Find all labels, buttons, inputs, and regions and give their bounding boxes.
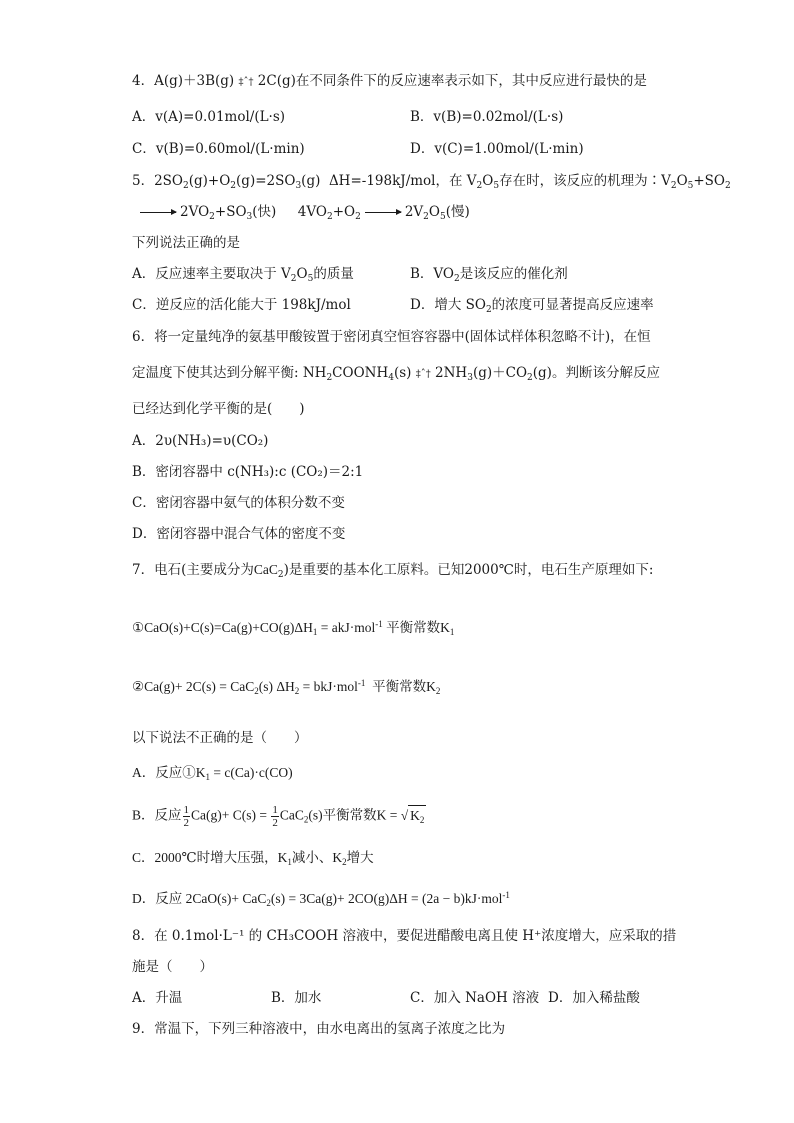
q7-option-d-text: D．反应 2CaO(s)+ CaC xyxy=(132,891,267,906)
q7-option-a-text: A．反应①K xyxy=(132,765,206,780)
q6-stem-line3: 已经达到化学平衡的是( ) xyxy=(132,401,305,417)
q4-option-b: B．v(B)=0.02mol/(L·s) xyxy=(410,109,564,125)
q5-mechanism-start: $V_2O_5+SO_2$ xyxy=(661,173,731,191)
q7-reaction-1: $①CaO(s)+C(s)=Ca(g)+CO(g)\Delta H_1 = akJ\cdot mol^{-1}$ 平衡常数$K_1$ xyxy=(132,619,455,637)
q6-stem-part: (s) xyxy=(393,365,412,381)
q5-intro: 存在时，该反应的机理为∶ xyxy=(499,173,662,189)
q5-option-a: A．反应速率主要取决于 $V_2O_5$的质量 xyxy=(132,266,354,284)
q7-option-c-mid: 减小、K xyxy=(291,850,343,865)
q7-stem-part: )是重要的基本化工原料。已知2000℃时，电石生产原理如下: xyxy=(283,562,654,578)
equilibrium-glyph: ‡ˆ† xyxy=(238,77,254,88)
q6-stem-part: (g)。判断该分解反应 xyxy=(532,365,660,381)
q5-option-b-tail: 是该反应的催化剂 xyxy=(459,266,568,282)
q7-reaction-1-k: 平衡常数K xyxy=(386,620,450,635)
q5-option-b-text: B．VO xyxy=(410,266,455,282)
q5-option-d: D．增大 $SO_2$的浓度可显著提高反应速率 xyxy=(410,297,654,315)
q5-option-a-text: A．反应速率主要取决于 V xyxy=(132,266,291,282)
q7-reaction-2-mid: (s) ΔH xyxy=(258,679,295,694)
q7-reaction-2-eq: ②Ca(g)+ 2C(s) = CaC xyxy=(132,679,255,694)
q7-option-b-tail: (s)平衡常数K = xyxy=(308,807,398,823)
q6-stem-part: COONH xyxy=(332,365,389,381)
q7-option-c-tail: 增大 xyxy=(346,850,374,865)
fraction-half: $\frac{1}{2}$ xyxy=(272,804,278,829)
equilibrium-glyph: ‡ˆ† xyxy=(415,369,431,380)
sqrt-k2: √ $K_2$ xyxy=(401,808,427,823)
q6-option-d: D．密闭容器中混合气体的密度不变 xyxy=(132,526,346,542)
q9-stem: 9．常温下，下列三种溶液中，由水电离出的氢离子浓度之比为 xyxy=(132,1021,506,1037)
q5-delta-h: ΔH=-198kJ/mol，在 V xyxy=(328,173,477,189)
q6-stem-part: 2NH xyxy=(435,365,468,381)
fraction-half: $\frac{1}{2}$ xyxy=(183,804,190,829)
q6-stem-line1: 6．将一定量纯净的氨基甲酸铵置于密闭真空恒容容器中(固体试样体积忽略不计)，在恒 xyxy=(132,329,651,345)
q6-stem-part: (g)＋CO xyxy=(472,365,528,381)
q6-option-c: C．密闭容器中氨气的体积分数不变 xyxy=(132,495,345,511)
q8-stem-line2: 施是（ ） xyxy=(132,959,213,975)
q6-stem-part: 定温度下使其达到分解平衡: NH xyxy=(132,365,327,381)
q4-stem xyxy=(132,72,647,92)
q7-option-a: A．反应$①K_1 = c(Ca)\cdot c(CO)$ xyxy=(132,765,293,782)
q8-option-a: A．升温 xyxy=(132,990,183,1006)
q4-option-a: A．v(A)=0.01mol/(L·s) xyxy=(132,109,286,125)
q5-stem: 5．$2SO_2(g)+O_2(g)=2SO_3(g)$ ΔH=-198kJ/mol，在 $V_2O_5$存在时，该反应的机理为$∶V_2O_5+SO_2$ xyxy=(132,173,731,191)
q7-option-b-text: B．反应 xyxy=(132,807,182,823)
q5-slow-tag: (慢) xyxy=(445,204,470,220)
q7-option-d-tail: (s) = 3Ca(g)+ 2CO(g)ΔH = (2a − b)kJ·mol xyxy=(270,891,503,906)
q7-formula: CaC xyxy=(253,562,278,577)
q5-equation: $2SO_2(g)+O_2(g)=2SO_3(g)$ xyxy=(154,173,329,191)
q7-option-b-mid: Ca(g)+ C(s) = xyxy=(191,807,267,823)
q5-ask: 下列说法正确的是 xyxy=(132,235,240,251)
q8-option-c: C．加入 NaOH 溶液 xyxy=(410,990,540,1006)
q6-option-a: A．2υ(NH₃)=υ(CO₂) xyxy=(132,433,269,449)
q8-option-b: B．加水 xyxy=(271,990,322,1006)
q5-mechanism: $2VO_2+SO_3$(快) $4VO_2+O_2$ $2V_2O_5$(慢) xyxy=(136,203,470,221)
q7-option-a-tail: = c(Ca)·c(CO) xyxy=(213,765,293,780)
q8-option-d: D．加入稀盐酸 xyxy=(548,990,640,1006)
q7-reaction-2-k: 平衡常数K xyxy=(372,679,436,694)
q7-option-b-formula: CaC xyxy=(279,807,304,823)
q7-option-c: C．2000℃时增大压强，$K_1$减小、$K_2$增大 xyxy=(132,850,374,867)
q7-reaction-1-eq: ①CaO(s)+C(s)=Ca(g)+CO(g)ΔH xyxy=(132,620,313,635)
q7-reaction-2: ②Ca(g)+ 2C(s) = CaC$_2$(s) $\Delta H_2 = bkJ\cdot mol^{-1}$ 平衡常数$K_2$ xyxy=(132,678,441,696)
q4-option-d: D．v(C)=1.00mol/(L·min) xyxy=(410,141,584,157)
q4-stem-part: 2C(g)在不同条件下的反应速率表示如下，其中反应进行最快的是 xyxy=(257,73,647,89)
q7-reaction-1-dh: = akJ·mol xyxy=(320,620,376,635)
reaction-arrow xyxy=(140,212,176,213)
q4-option-c: C．v(B)=0.60mol/(L·min) xyxy=(132,141,305,157)
q4-stem-part: 4．A(g)＋3B(g) xyxy=(132,73,235,89)
q5-option-d-text: D．增大 SO xyxy=(410,297,486,313)
q8-stem-line1: 8．在 0.1mol·L⁻¹ 的 CH₃COOH 溶液中，要促进醋酸电离且使 H⁺浓度增大，应采取的措 xyxy=(132,928,677,944)
q7-reaction-2-dh: = bkJ·mol xyxy=(302,679,358,694)
q7-stem: 7．电石(主要成分为CaC$_2$)是重要的基本化工原料。已知2000℃时，电石生产原理如下: xyxy=(132,562,654,580)
q5-option-b: B．$VO_2$是该反应的催化剂 xyxy=(410,266,568,284)
q7-ask: 以下说法不正确的是（ ） xyxy=(132,730,308,746)
q7-stem-part: 7．电石(主要成分为 xyxy=(132,562,254,578)
q6-stem-line2: 定温度下使其达到分解平衡: $NH_2COONH_4(s)$ ‡ˆ† $2NH_3(g)+CO_2(g)$。判断该分解反应 xyxy=(132,365,660,383)
q5-option-a-tail: 的质量 xyxy=(313,266,354,282)
q5-fast-tag: (快) xyxy=(252,204,277,220)
q5-option-d-tail: 的浓度可显著提高反应速率 xyxy=(491,297,654,313)
q7-option-b: B．反应 $\frac{1}{2}$ Ca(g)+ C(s) = $\frac{1}{2}$ CaC$_2$(s)平衡常数K = √ $K_2$ xyxy=(132,804,425,829)
q5-option-c: C．逆反应的活化能大于 198kJ/mol xyxy=(132,297,351,313)
q7-option-c-text: C．2000℃时增大压强，K xyxy=(132,850,288,865)
q7-option-d: D．反应 2CaO(s)+ CaC$_2$(s) = 3Ca(g)+ 2CO(g)ΔH = (2a − b)kJ·mol$^{-1}$ xyxy=(132,890,510,908)
q5-number: 5． xyxy=(132,173,155,189)
q6-option-b: B．密闭容器中 c(NH₃):c (CO₂)＝2:1 xyxy=(132,464,364,480)
reaction-arrow xyxy=(365,212,401,213)
